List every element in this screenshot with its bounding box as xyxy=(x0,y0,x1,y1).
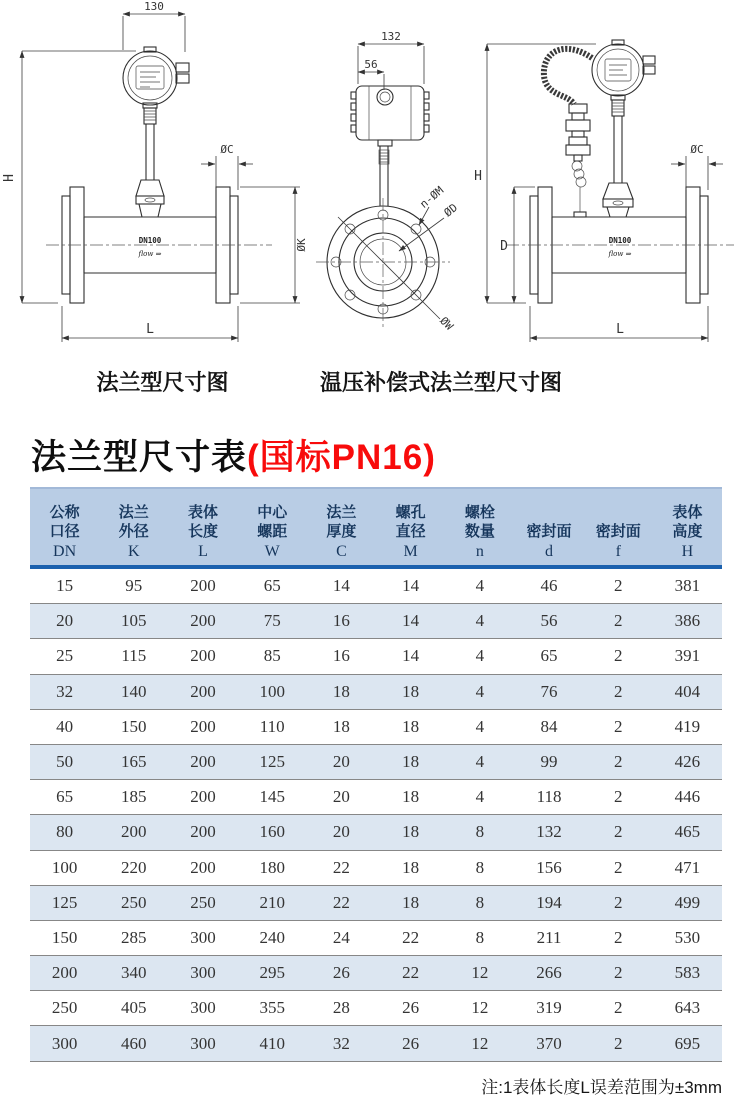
table-cell: 65 xyxy=(540,646,558,666)
table-cell: 2 xyxy=(613,611,623,631)
table-cell: 391 xyxy=(674,646,701,666)
dimension-label: ØK xyxy=(295,238,308,252)
table-cell: 156 xyxy=(536,857,562,877)
table-cell: 14 xyxy=(402,646,420,666)
table-cell: 381 xyxy=(674,576,701,596)
table-row xyxy=(30,675,722,710)
table-cell: 20 xyxy=(56,611,74,631)
table-cell: 165 xyxy=(121,752,147,772)
column-header xyxy=(653,489,722,565)
table-cell: 200 xyxy=(190,787,216,807)
column-header-letter: DN xyxy=(53,543,77,560)
table-cell: 465 xyxy=(674,822,701,842)
table-cell: 499 xyxy=(674,892,701,912)
table-cell: 18 xyxy=(332,716,350,736)
table-cell: 370 xyxy=(536,1033,562,1053)
table-cell: 14 xyxy=(402,576,420,596)
column-header-letter: W xyxy=(264,543,280,560)
table-cell: 105 xyxy=(121,611,147,631)
table-row xyxy=(30,745,722,780)
table-cell: 2 xyxy=(613,892,623,912)
table-cell: 18 xyxy=(402,787,420,807)
table-cell: 18 xyxy=(332,681,350,701)
table-cell: 118 xyxy=(536,787,562,807)
table-cell: 530 xyxy=(674,927,701,947)
column-header-name: 表体 xyxy=(188,504,219,521)
column-header xyxy=(376,489,445,565)
table-cell: 410 xyxy=(259,1033,285,1053)
column-header-name: 厚度 xyxy=(326,523,357,540)
flange-diagram-caption: 法兰型尺寸图 xyxy=(96,370,229,395)
dimension-label: ØC xyxy=(220,143,234,156)
column-header-letter: H xyxy=(681,543,694,560)
table-cell: 266 xyxy=(536,963,562,983)
table-cell: 8 xyxy=(475,892,485,912)
table-cell: 2 xyxy=(613,716,623,736)
table-cell: 18 xyxy=(402,892,420,912)
table-cell: 404 xyxy=(674,681,701,701)
table-cell: 695 xyxy=(674,1033,701,1053)
table-cell: 50 xyxy=(56,752,74,772)
table-cell: 18 xyxy=(402,716,420,736)
table-body xyxy=(30,569,722,1062)
table-cell: 12 xyxy=(471,1033,489,1053)
table-cell: 355 xyxy=(259,998,285,1018)
table-cell: 4 xyxy=(475,716,485,736)
column-header-name: 公称 xyxy=(49,504,80,521)
section-title xyxy=(31,430,436,480)
table-row xyxy=(30,604,722,639)
dimension-label: H xyxy=(2,174,17,182)
table-cell: 240 xyxy=(259,927,285,947)
table-cell: 200 xyxy=(190,822,216,842)
table-cell: 24 xyxy=(332,927,350,947)
table-cell: 100 xyxy=(51,857,78,877)
table-cell: 26 xyxy=(402,998,420,1018)
table-cell: 56 xyxy=(540,611,558,631)
column-header-name: 直径 xyxy=(395,523,426,540)
column-header xyxy=(30,489,99,565)
column-header-name: 口径 xyxy=(49,523,80,540)
table-cell: 65 xyxy=(56,787,74,807)
table-cell: 2 xyxy=(613,822,623,842)
column-header-name: 表体 xyxy=(672,504,703,521)
table-cell: 84 xyxy=(540,716,558,736)
dimension-table xyxy=(30,487,722,1062)
flow-direction-label: flow ⇒ xyxy=(608,250,632,258)
table-cell: 26 xyxy=(402,1033,420,1053)
table-cell: 426 xyxy=(674,752,701,772)
column-header xyxy=(307,489,376,565)
compensated-diagram-caption: 温压补偿式法兰型尺寸图 xyxy=(319,370,562,395)
column-header-name: 高度 xyxy=(672,523,703,540)
column-header-name: 外径 xyxy=(118,523,149,540)
table-row xyxy=(30,886,722,921)
column-header-name: 螺孔 xyxy=(395,504,426,521)
table-cell: 125 xyxy=(51,892,78,912)
table-cell: 643 xyxy=(674,998,701,1018)
table-cell: 200 xyxy=(190,857,216,877)
column-header-name: 数量 xyxy=(464,523,495,540)
flow-direction-label: flow ⇒ xyxy=(138,250,162,258)
section-title-standard: (国标PN16) xyxy=(247,438,436,477)
table-cell: 14 xyxy=(402,611,420,631)
table-cell: 20 xyxy=(332,787,350,807)
dimension-label: n-ØM xyxy=(417,183,447,211)
dimension-label: ØC xyxy=(690,143,704,156)
table-row xyxy=(30,639,722,674)
column-header-name: 密封面 xyxy=(526,523,572,540)
table-cell: 340 xyxy=(121,963,147,983)
table-cell: 18 xyxy=(402,822,420,842)
table-cell: 4 xyxy=(475,576,485,596)
table-cell: 194 xyxy=(536,892,562,912)
table-row xyxy=(30,780,722,815)
column-header-name: 长度 xyxy=(188,523,219,540)
table-cell: 110 xyxy=(259,716,285,736)
table-cell: 26 xyxy=(332,963,350,983)
table-cell: 20 xyxy=(332,752,350,772)
dimension-label: ØD xyxy=(441,201,461,220)
column-header-name: 法兰 xyxy=(118,504,149,521)
table-header-row xyxy=(30,487,722,569)
table-cell: 285 xyxy=(121,927,147,947)
column-header xyxy=(168,489,237,565)
table-cell: 12 xyxy=(471,998,489,1018)
table-cell: 583 xyxy=(674,963,701,983)
table-cell: 250 xyxy=(121,892,147,912)
table-cell: 15 xyxy=(56,576,74,596)
table-cell: 140 xyxy=(121,681,147,701)
body-size-label: DN100 xyxy=(608,236,632,245)
table-cell: 2 xyxy=(613,963,623,983)
table-cell: 210 xyxy=(259,892,285,912)
table-cell: 2 xyxy=(613,927,623,947)
table-cell: 14 xyxy=(332,576,350,596)
table-cell: 4 xyxy=(475,611,485,631)
table-cell: 471 xyxy=(674,857,701,877)
column-header-letter: L xyxy=(198,543,208,560)
table-cell: 2 xyxy=(613,787,623,807)
table-cell: 460 xyxy=(121,1033,147,1053)
table-cell: 200 xyxy=(121,822,147,842)
table-cell: 4 xyxy=(475,787,485,807)
table-cell: 419 xyxy=(674,716,701,736)
table-cell: 22 xyxy=(332,857,350,877)
dimension-label: 56 xyxy=(364,58,378,71)
table-cell: 200 xyxy=(190,681,216,701)
table-cell: 300 xyxy=(51,1033,78,1053)
column-header-letter: K xyxy=(128,543,140,560)
table-cell: 300 xyxy=(190,1033,216,1053)
column-header-name: 法兰 xyxy=(326,504,357,521)
table-cell: 300 xyxy=(190,927,216,947)
table-cell: 32 xyxy=(332,1033,350,1053)
table-cell: 16 xyxy=(332,646,350,666)
dimension-label: L xyxy=(146,322,154,337)
table-cell: 115 xyxy=(121,646,147,666)
flange-side-diagram xyxy=(2,0,308,342)
table-cell: 18 xyxy=(402,681,420,701)
table-cell: 200 xyxy=(190,646,216,666)
table-cell: 2 xyxy=(613,576,623,596)
table-cell: 211 xyxy=(536,927,562,947)
front-view-diagram xyxy=(316,30,460,333)
table-row xyxy=(30,851,722,886)
technical-drawings xyxy=(0,0,750,360)
table-cell: 18 xyxy=(402,752,420,772)
table-cell: 200 xyxy=(190,576,216,596)
table-cell: 150 xyxy=(51,927,78,947)
table-cell: 80 xyxy=(56,822,74,842)
compensated-side-diagram xyxy=(474,40,734,342)
table-cell: 185 xyxy=(121,787,147,807)
column-header-name: 密封面 xyxy=(595,523,641,540)
table-cell: 76 xyxy=(540,681,558,701)
table-row xyxy=(30,1026,722,1061)
table-cell: 75 xyxy=(263,611,281,631)
table-cell: 300 xyxy=(190,963,216,983)
dimension-label: H xyxy=(474,169,482,184)
table-cell: 99 xyxy=(540,752,558,772)
table-cell: 145 xyxy=(259,787,285,807)
table-cell: 386 xyxy=(674,611,701,631)
table-row xyxy=(30,569,722,604)
table-cell: 250 xyxy=(51,998,78,1018)
table-cell: 295 xyxy=(259,963,285,983)
column-header-letter: M xyxy=(403,543,418,560)
column-header-letter: f xyxy=(615,543,621,560)
table-row xyxy=(30,991,722,1026)
table-cell: 2 xyxy=(613,681,623,701)
table-cell: 220 xyxy=(121,857,147,877)
column-header-name: 螺距 xyxy=(257,523,288,540)
table-cell: 200 xyxy=(51,963,78,983)
dimension-label: 130 xyxy=(144,0,164,13)
dimension-label: D xyxy=(500,239,508,254)
table-cell: 405 xyxy=(121,998,147,1018)
column-header xyxy=(584,489,653,565)
column-header-name: 中心 xyxy=(257,504,288,521)
table-cell: 150 xyxy=(121,716,147,736)
table-cell: 22 xyxy=(402,927,420,947)
table-cell: 319 xyxy=(536,998,562,1018)
table-cell: 22 xyxy=(332,892,350,912)
table-cell: 32 xyxy=(56,681,74,701)
table-cell: 200 xyxy=(190,716,216,736)
table-cell: 8 xyxy=(475,927,485,947)
table-cell: 2 xyxy=(613,1033,623,1053)
table-cell: 4 xyxy=(475,681,485,701)
column-header xyxy=(238,489,307,565)
dimension-label: ØW xyxy=(437,314,456,333)
table-cell: 8 xyxy=(475,857,485,877)
table-cell: 300 xyxy=(190,998,216,1018)
table-cell: 180 xyxy=(259,857,285,877)
flex-conduit xyxy=(544,49,592,104)
table-cell: 20 xyxy=(332,822,350,842)
table-cell: 95 xyxy=(125,576,143,596)
table-cell: 46 xyxy=(540,576,558,596)
table-note: 注:1表体长度L误差范围为±3mm xyxy=(481,1078,722,1097)
table-row xyxy=(30,815,722,850)
table-cell: 200 xyxy=(190,752,216,772)
table-cell: 40 xyxy=(56,716,74,736)
table-cell: 200 xyxy=(190,611,216,631)
table-cell: 4 xyxy=(475,752,485,772)
column-header xyxy=(99,489,168,565)
table-cell: 125 xyxy=(259,752,285,772)
table-cell: 65 xyxy=(263,576,281,596)
column-header-letter: d xyxy=(545,543,554,560)
column-header xyxy=(514,489,583,565)
body-size-label: DN100 xyxy=(138,236,162,245)
table-cell: 160 xyxy=(259,822,285,842)
table-cell: 2 xyxy=(613,857,623,877)
column-header-name: 螺栓 xyxy=(464,504,495,521)
table-cell: 16 xyxy=(332,611,350,631)
table-cell: 22 xyxy=(402,963,420,983)
dimension-label: L xyxy=(616,322,624,337)
table-cell: 446 xyxy=(674,787,701,807)
table-row xyxy=(30,921,722,956)
dimension-label: 132 xyxy=(381,30,401,43)
table-cell: 2 xyxy=(613,752,623,772)
table-cell: 100 xyxy=(259,681,285,701)
table-cell: 25 xyxy=(56,646,74,666)
table-cell: 2 xyxy=(613,998,623,1018)
table-row xyxy=(30,956,722,991)
column-header xyxy=(445,489,514,565)
table-cell: 18 xyxy=(402,857,420,877)
table-cell: 85 xyxy=(263,646,281,666)
table-row xyxy=(30,710,722,745)
column-header-letter: n xyxy=(475,543,484,560)
table-cell: 12 xyxy=(471,963,489,983)
section-title-main: 法兰型尺寸表 xyxy=(31,438,248,477)
table-cell: 250 xyxy=(190,892,216,912)
table-cell: 2 xyxy=(613,646,623,666)
table-cell: 4 xyxy=(475,646,485,666)
table-cell: 132 xyxy=(536,822,562,842)
column-header-letter: C xyxy=(336,543,347,560)
table-cell: 28 xyxy=(332,998,350,1018)
table-cell: 8 xyxy=(475,822,485,842)
